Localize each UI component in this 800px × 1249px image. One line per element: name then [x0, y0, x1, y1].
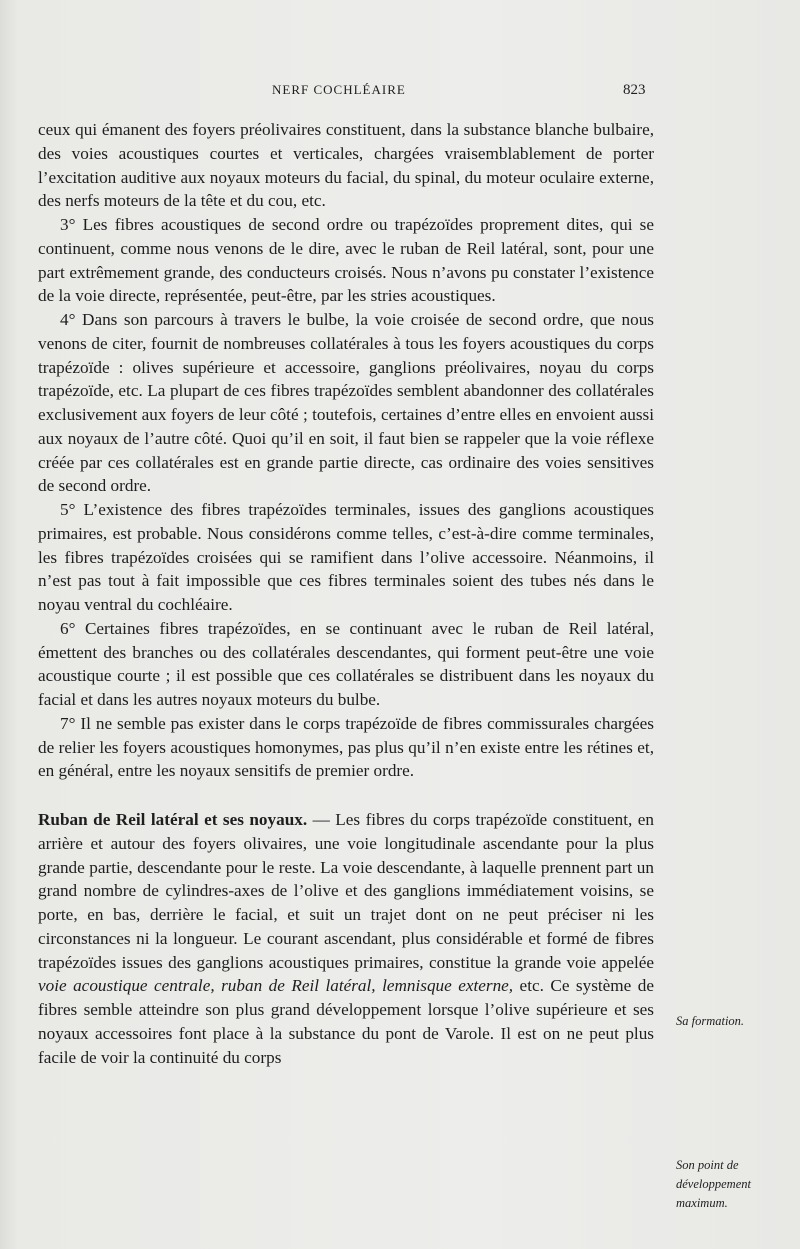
section-text-1: — Les fibres du corps trapézoïde constituent, en arrière et autour des foyers olivaires, une voie longitudinale ascendante pour la plus grande partie, descendante pour le reste. La voie descendante, à laquelle prennent part un grand nombre de cylindres-axes de l’olive et des ganglions immédiatement voisins, se porte, en bas, derrière le facial, et suit un trajet dont on ne peut préciser ni les circonstances ni la longueur. Le courant ascendant, plus considérable et formé de fibres trapézoïdes issues des ganglions acoustiques primaires, constitue la grande voie appelée	[38, 810, 654, 972]
paragraph-5: 5° L’existence des fibres trapézoïdes terminales, issues des ganglions acoustiques primaires, est probable. Nous considérons comme telles, c’est-à-dire comme terminales, les fibres trapézoïdes croisées qui se ramifient dans l’olive accessoire. Néanmoins, il n’est pas tout à fait impossible que ces fibres terminales soient des tubes nés dans le noyau ventral du cochléaire.	[38, 500, 654, 614]
section-title: Ruban de Reil latéral et ses noyaux.	[38, 810, 308, 829]
body-text	[38, 118, 654, 1069]
paragraph-intro: ceux qui émanent des foyers préolivaires constituent, dans la substance blanche bulbaire, des voies acoustiques courtes et verticales, chargées vraisemblablement de porter l’excitation auditive aux noyaux moteurs du facial, du spinal, du moteur oculaire externe, des nerfs moteurs de la tête et du cou, etc.	[38, 120, 654, 211]
paragraph-3: 3° Les fibres acoustiques de second ordre ou trapézoïdes proprement dites, qui se continuent, comme nous venons de le dire, avec le ruban de Reil latéral, sont, pour une part extrêmement grande, des conducteurs croisés. Nous n’avons pu constater l’existence de la voie directe, représentée, peut-être, par les stries acoustiques.	[38, 215, 654, 306]
section-text-2: etc. Ce système de fibres semble atteindre son plus grand développement lorsque l’olive supérieure et ses noyaux accessoires font place à la substance du pont de Varole. Il est on ne peut plus facile de voir la continuité du corps	[38, 976, 654, 1067]
margin-note-development: Son point de développement maximum.	[676, 1158, 751, 1210]
paragraph-6: 6° Certaines fibres trapézoïdes, en se continuant avec le ruban de Reil latéral, émettent des branches ou des collatérales descendantes, qui forment peut-être une voie acoustique courte ; il est possible que ces collatérales se distribuent dans les noyaux du facial et dans les autres noyaux moteurs du bulbe.	[38, 618, 654, 709]
section-italic-terms: voie acoustique centrale, ruban de Reil latéral, lemnisque externe,	[38, 976, 514, 996]
section-paragraph	[38, 808, 654, 1069]
margin-note-formation: Sa formation.	[676, 1014, 745, 1028]
paragraph-7: 7° Il ne semble pas exister dans le corps trapézoïde de fibres commissurales chargées de relier les foyers acoustiques homonymes, pas plus qu’il n’en existe entre les rétines et, en général, entre les noyaux sensitifs de premier ordre.	[38, 713, 654, 781]
paragraph-4: 4° Dans son parcours à travers le bulbe, la voie croisée de second ordre, que nous venons de citer, fournit de nombreuses collatérales à tous les foyers acoustiques du corps trapézoïde : olives supérieure et accessoire, ganglions préolivaires, noyau du corps trapézoïde, etc. La plupart de ces fibres trapézoïdes semblent abandonner des collatérales exclusivement aux foyers de leur côté ; toutefois, certaines d’entre elles en envoient aussi aux noyaux de l’autre côté. Quoi qu’il en soit, il faut bien se rappeler que la voie réflexe créée par ces collatérales est en grande partie directe, cas ordinaire des voies sensitives de second ordre.	[38, 310, 654, 496]
page-header	[0, 82, 800, 106]
page-number: 823	[623, 82, 646, 98]
running-title: NERF COCHLÉAIRE	[272, 82, 406, 97]
